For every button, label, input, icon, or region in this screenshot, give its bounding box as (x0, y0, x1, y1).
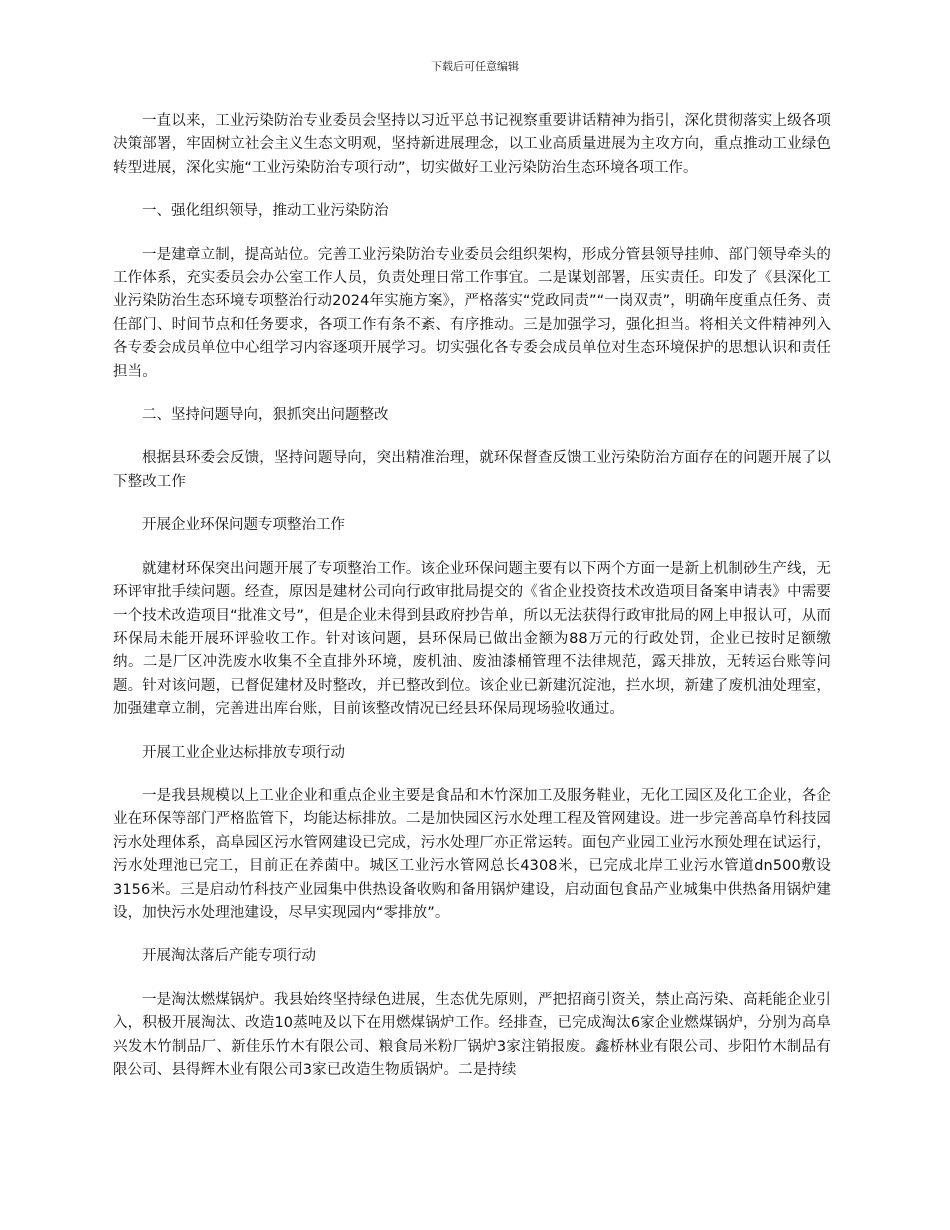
page-header: 下载后可任意编辑 (431, 60, 519, 73)
section-heading-1: 一、强化组织领导，推动工业污染防治 (142, 203, 389, 220)
subheading-eliminate-capacity: 开展淘汰落后产能专项行动 (142, 948, 316, 965)
building-materials-paragraph: 就建材环保突出问题开展了专项整治工作。该企业环保问题主要有以下两个方面一是新上机制砂生产线，无环评审批手续问题。经查，原因是建材公司向行政审批局提交的《省企业投资技术改造项目备案申请表》中需要一个技术改造项目“批准文号”，但是企业未得到县政府抄告单，所以无法获得行政审批局的网上申报认可，从而环保局未能开展环评验收工作。针对该问题，县环保局已做出金额为88万元的行政处罚，企业已按时足额缴纳。二是厂区冲洗废水收集不全直排外环境，废机油、废油漆桶管理不法律规范，露天排放，无转运台账等问题。针对该问题，已督促建材及时整改，并已整改到位。该企业已新建沉淀池，拦水坝，新建了废机油处理室，加强建章立制，完善进出库台账，目前该整改情况已经县环保局现场验收通过。 (113, 560, 831, 718)
eliminate-capacity-paragraph: 一是淘汰燃煤锅炉。我县始终坚持绿色进展，生态优先原则，严把招商引资关，禁止高污染、高耗能企业引入，积极开展淘汰、改造10蒸吨及以下在用燃煤锅炉工作。经排查，已完成淘汰6家企业燃煤锅炉，分别为高阜兴发木竹制品厂、新佳乐竹木有限公司、粮食局米粉厂锅炉3家注销报废。鑫桥林业有限公司、步阳竹木制品有限公司、县得辉木业有限公司3家已改造生物质锅炉。二是持续 (113, 991, 831, 1078)
emission-standards-paragraph: 一是我县规模以上工业企业和重点企业主要是食品和木竹深加工及服务鞋业，无化工园区及化工企业，各企业在环保等部门严格监管下，均能达标排放。二是加快园区污水处理工程及管网建设。进一步完善高阜竹科技园污水处理体系，高阜园区污水管网建设已完成，污水处理厂亦正常运转。面包产业园工业污水预处理在试运行，污水处理池已完工，目前正在养菌中。城区工业污水管网总长4308米，已完成北岸工业污水管道dn500敷设3156米。三是启动竹科技产业园集中供热设备收购和备用锅炉建设，启动面包食品产业城集中供热备用锅炉建设，加快污水处理池建设，尽早实现园内“零排放”。 (113, 787, 831, 921)
subheading-enterprise-rectification: 开展企业环保问题专项整治工作 (142, 517, 345, 534)
section-2-intro-paragraph: 根据县环委会反馈，坚持问题导向，突出精准治理，就环保督查反馈工业污染防治方面存在的问题开展了以下整改工作 (113, 450, 831, 490)
document-body (113, 110, 831, 1102)
section-1-paragraph: 一是建章立制，提高站位。完善工业污染防治专业委员会组织架构，形成分管县领导挂帅、部门领导牵头的工作体系，充实委员会办公室工作人员，负责处理日常工作事宜。二是谋划部署，压实责任。印发了《县深化工业污染防治生态环境专项整治行动2024年实施方案》，严格落实“党政同责”“一岗双责”，明确年度重点任务、责任部门、时间节点和任务要求，各项工作有条不紊、有序推动。三是加强学习，强化担当。将相关文件精神列入各专委会成员单位中心组学习内容逐项开展学习。切实强化各专委会成员单位对生态环境保护的思想认识和责任担当。 (113, 246, 831, 380)
intro-paragraph: 一直以来，工业污染防治专业委员会坚持以习近平总书记视察重要讲话精神为指引，深化贯彻落实上级各项决策部署，牢固树立社会主义生态文明观，坚持新进展理念，以工业高质量进展为主攻方向，重点推动工业绿色转型进展，深化实施“工业污染防治专项行动”，切实做好工业污染防治生态环境各项工作。 (113, 113, 831, 176)
section-heading-2: 二、坚持问题导向，狠抓突出问题整改 (142, 407, 389, 424)
subheading-emission-standards: 开展工业企业达标排放专项行动 (142, 744, 345, 761)
